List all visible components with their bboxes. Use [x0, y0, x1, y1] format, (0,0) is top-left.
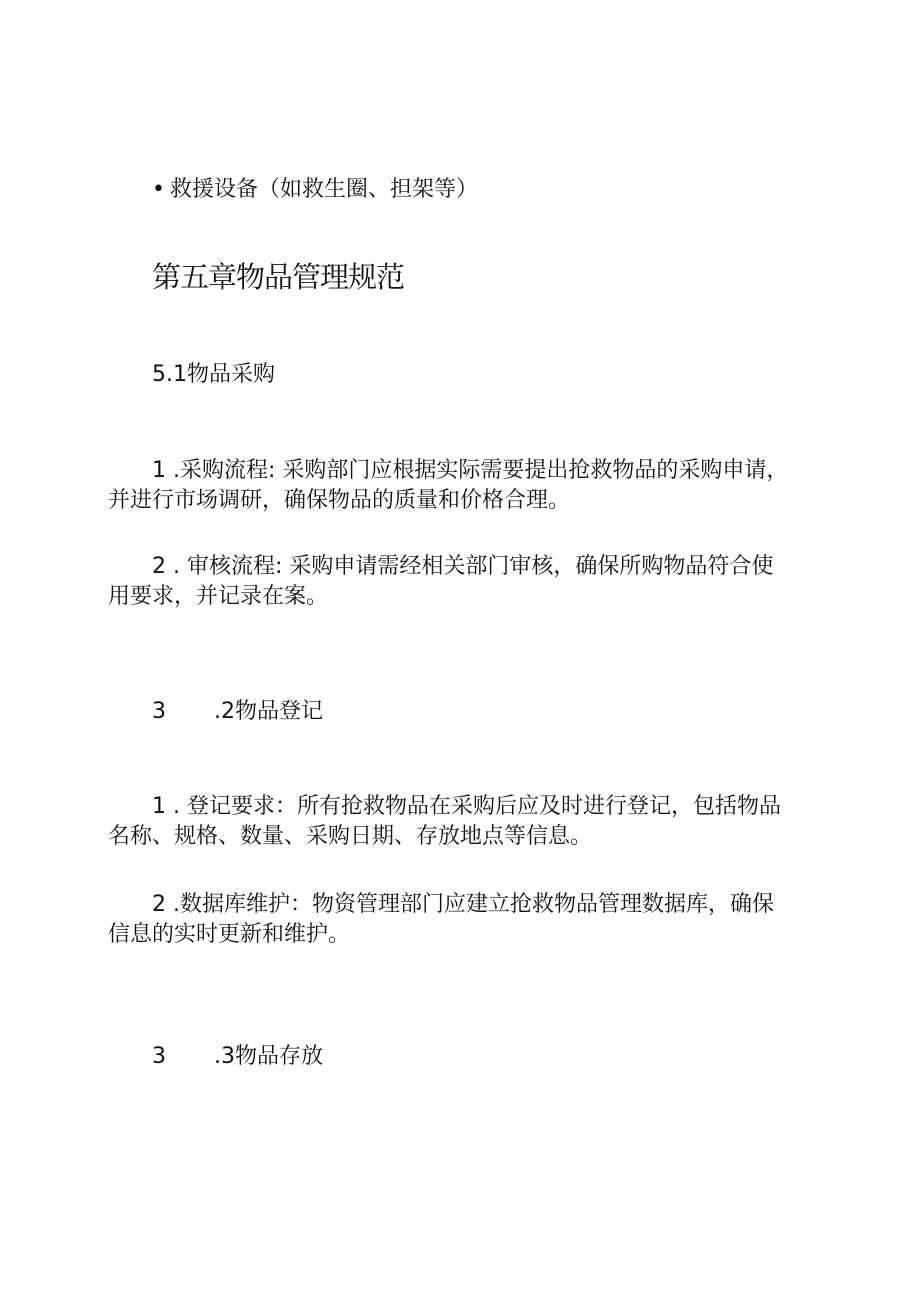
- bullet-marker: •: [152, 177, 165, 202]
- bullet-list-item: [152, 175, 478, 205]
- paragraph-line: 并进行市场调研，确保物品的质量和价格合理。: [108, 488, 571, 513]
- paragraph-registration-requirements: [108, 792, 812, 852]
- paragraph-database-maintenance: [108, 890, 812, 950]
- paragraph-procurement-process: [108, 456, 812, 516]
- section-heading-5-1: 5.1物品采购: [152, 362, 275, 387]
- paragraph-line: 1 . 登记要求：所有抢救物品在采购后应及时进行登记，包括物品: [152, 794, 781, 819]
- section-heading-item-registration: [152, 697, 323, 727]
- paragraph-line: 1 .采购流程: 采购部门应根据实际需要提出抢救物品的采购申请，: [152, 458, 789, 483]
- paragraph-line: 名称、规格、数量、采购日期、存放地点等信息。: [108, 824, 593, 849]
- paragraph-line: 信息的实时更新和维护。: [108, 922, 351, 947]
- chapter-title: 第五章物品管理规范: [152, 260, 405, 294]
- section-heading-text: .2物品登记: [214, 699, 323, 724]
- section-heading-number: 3: [152, 1044, 166, 1069]
- section-heading-text: .3物品存放: [214, 1044, 323, 1069]
- section-heading-item-storage: [152, 1042, 323, 1072]
- section-heading-number: 3: [152, 699, 166, 724]
- paragraph-line: 2 .数据库维护：物资管理部门应建立抢救物品管理数据库，确保: [152, 892, 774, 917]
- paragraph-review-process: [108, 552, 812, 612]
- paragraph-line: 用要求，并记录在案。: [108, 584, 329, 609]
- bullet-item-text: 救援设备（如救生圈、担架等）: [170, 177, 479, 202]
- paragraph-line: 2 . 审核流程: 采购申请需经相关部门审核，确保所购物品符合使: [152, 554, 774, 579]
